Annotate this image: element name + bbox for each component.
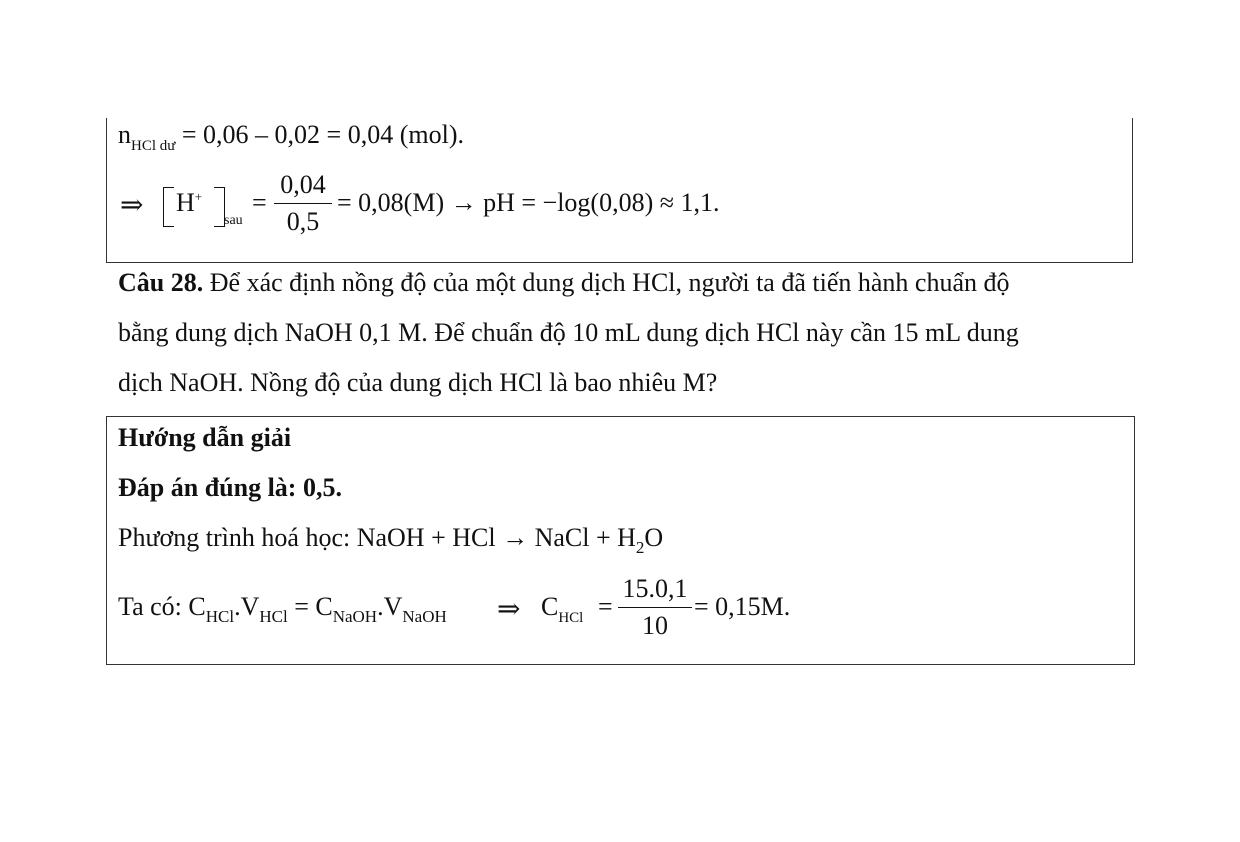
question-line-1: Câu 28. Để xác định nồng độ của một dung dịch HCl, người ta đã tiến hành chuẩn độ: [118, 268, 1010, 297]
fraction-concentration-hcl: 15.0,1 10: [618, 574, 692, 641]
ph-result: = 0,08(M) → pH = −log(0,08) ≈ 1,1.: [337, 188, 720, 217]
calc-result: = 0,15M.: [694, 592, 791, 621]
implies-symbol: ⇒: [497, 594, 521, 625]
prev-line-mol: $n_{HCl dư} = 0,06 - 0,02 = 0,04$ (mol).: [118, 120, 464, 154]
equals-sign: =: [598, 592, 613, 621]
implies-symbol: ⇒: [120, 190, 144, 221]
solution-answer: Đáp án đúng là: 0,5.: [118, 473, 342, 502]
equals-sign: =: [252, 188, 267, 217]
calc-equality: Ta có: $C_{HCl}.V_{HCl} = C_{NaOH}.V_{NaOH}$: [118, 592, 447, 626]
bracket-left: [163, 187, 174, 227]
ion-subscript: sau: [224, 213, 243, 228]
question-line-2: bằng dung dịch NaOH 0,1 M. Để chuẩn độ 10 mL dung dịch HCl này cần 15 mL dung: [118, 318, 1019, 347]
fraction-concentration: 0,04 0,5: [274, 170, 332, 237]
c-hcl: $C_{HCl}$: [541, 592, 584, 626]
hydrogen-ion: H+: [176, 188, 203, 217]
question-label: Câu 28.: [118, 268, 204, 297]
solution-heading: Hướng dẫn giải: [118, 423, 292, 452]
chemical-equation: Phương trình hoá học: NaOH + HCl → NaCl + $H_2O$: [118, 523, 664, 557]
question-line-3: dịch NaOH. Nồng độ của dung dịch HCl là bao nhiêu M?: [118, 368, 718, 397]
